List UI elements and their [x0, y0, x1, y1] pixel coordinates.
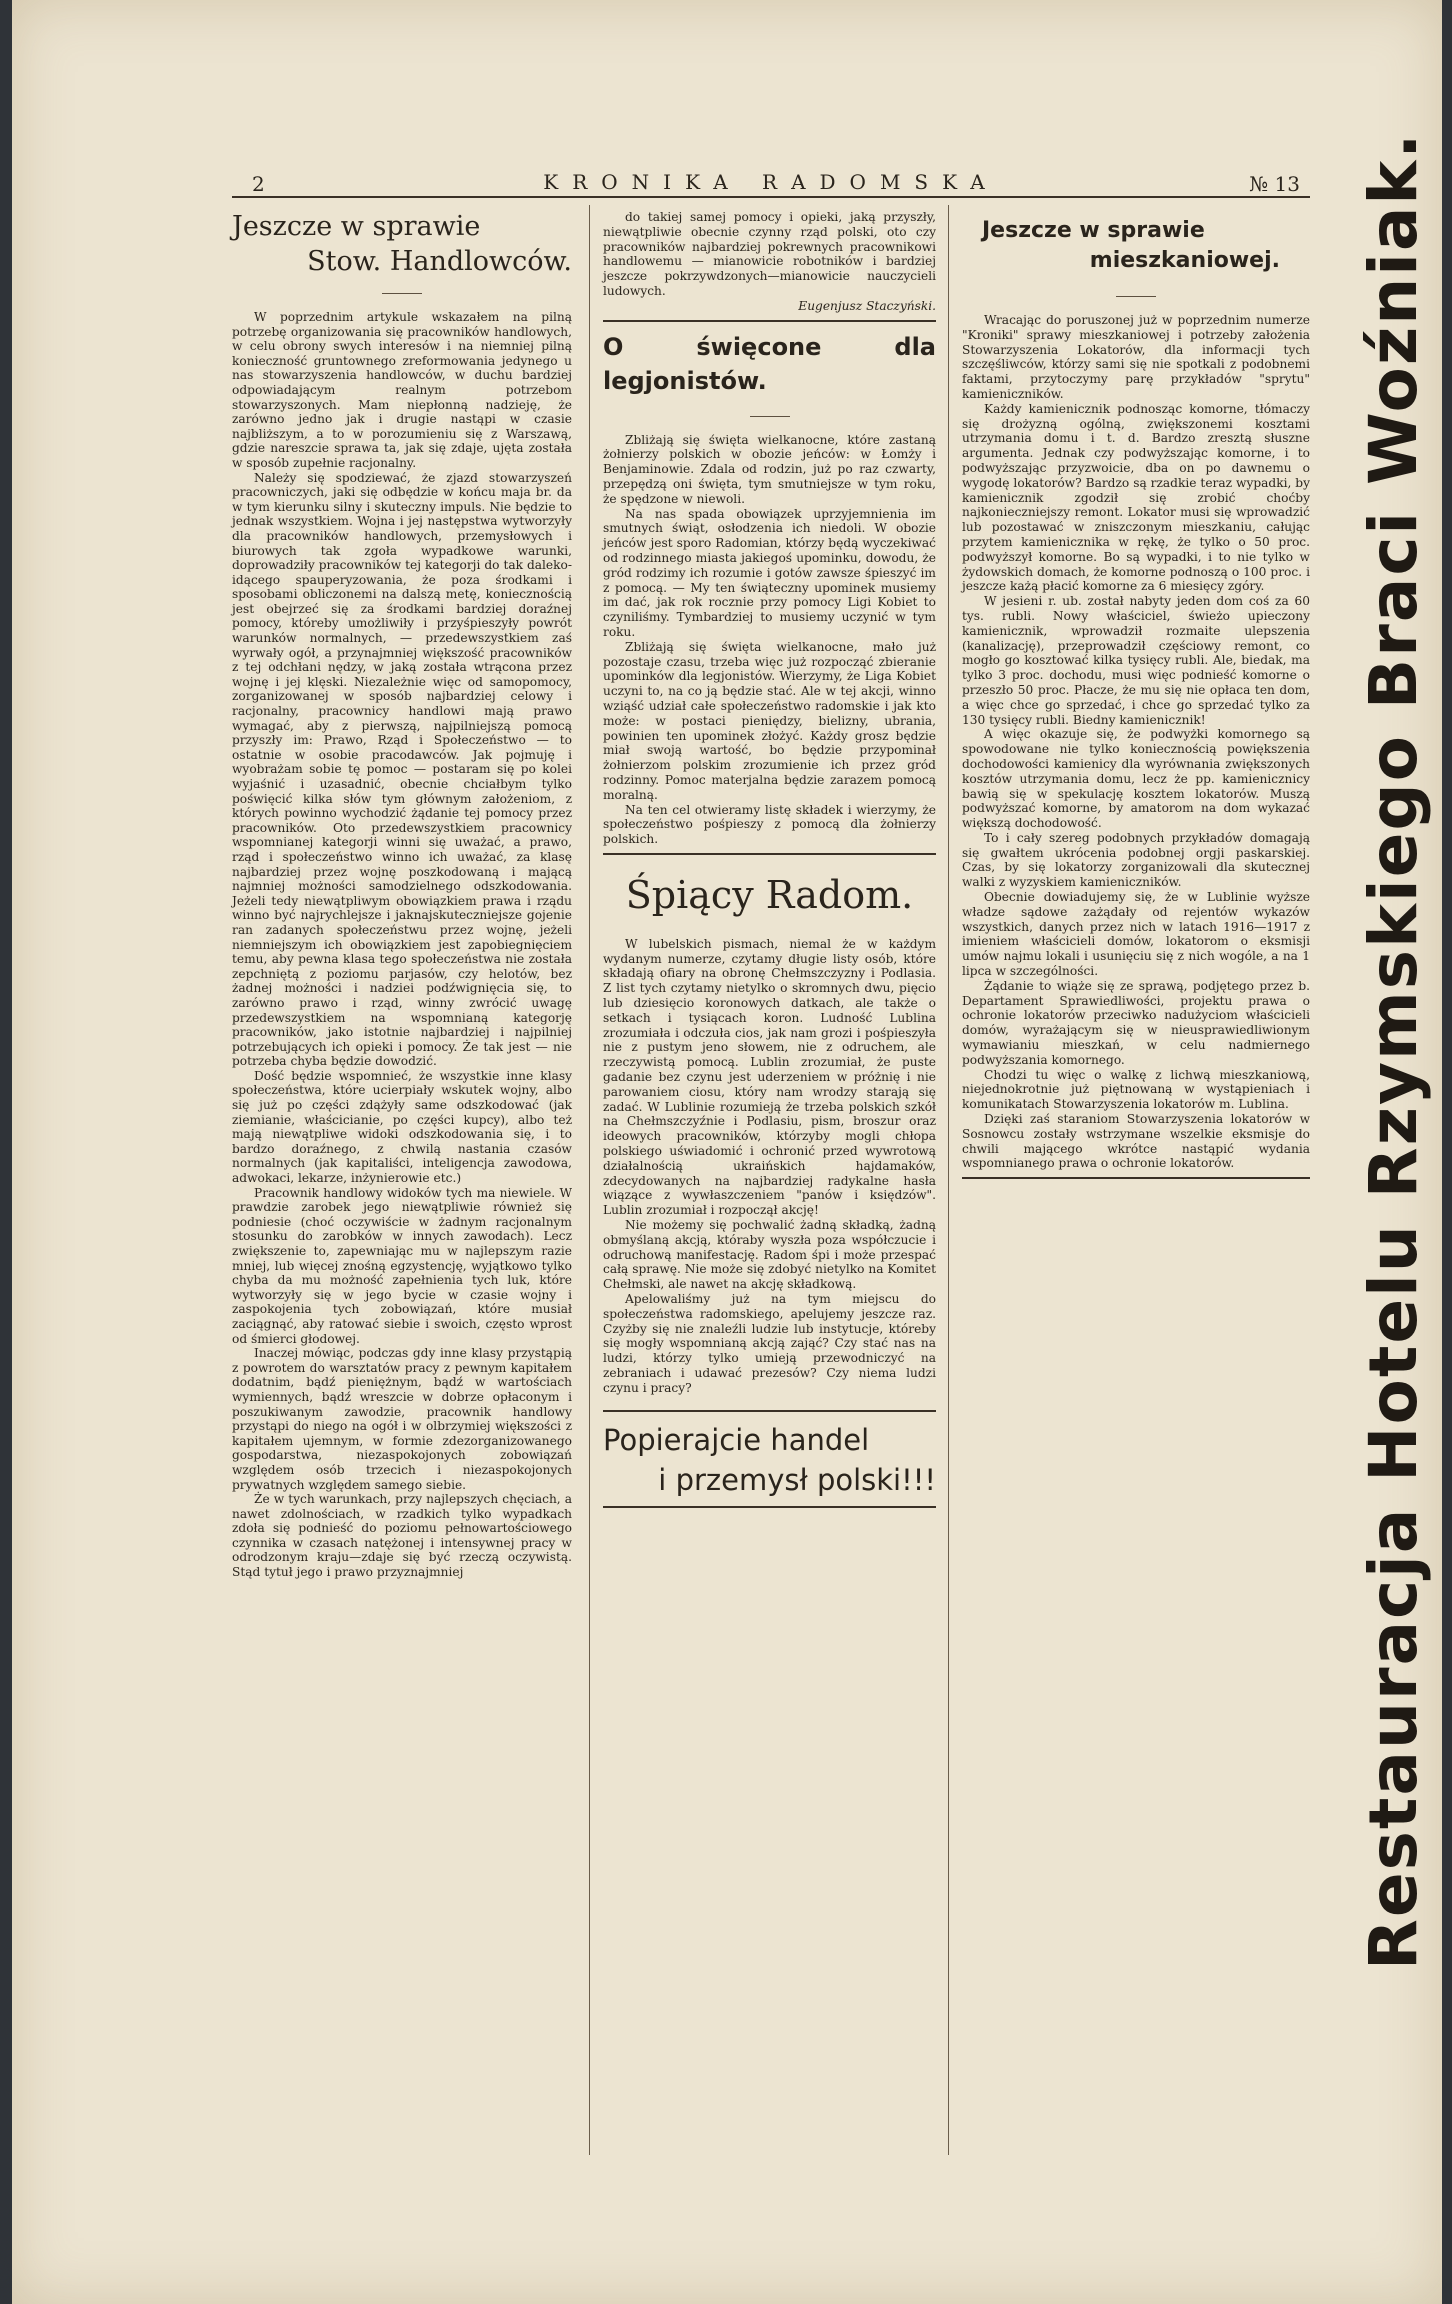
paragraph: W jesieni r. ub. został nabyty jeden dom coś za 60 tys. rubli. Nowy właściciel, świeżo upieczony kamienicznik, wprowadził rozmaite ulepszenia (kanalizację), przeprowadził częściowy remont, co mogło go kosztować kilka tysięcy rubli. Ale, biedak, ma tylko 3 proc. dochodu, musi więc podnieść komorne o przeszło 50 proc. Płacze, że mu się nie opłaca ten dom, a więc chce go sprzedać, i chce go sprzedać tylko za 130 tysięcy rubli. Biedny kamienicznik! [962, 594, 1310, 727]
column-divider [948, 205, 949, 2155]
paragraph: Każdy kamienicznik podnosząc komorne, tłómaczy się drożyzną ogólną, zwiększonemi kosztami utrzymania domu i t. d. Bardzo zresztą słuszne argumenta. Jednak czy podwyższając komorne, i to podwyższając przyzwoicie, dba on po dawnemu o wygodę lokatorów? Bardzo są rzadkie teraz wypadki, by kamienicznik zgodził się zrobić choćby najkonieczniejszy remont. Lokator musi się wprowadzić lub pozostawać w zniszczonym mieszkaniu, całując przytem kamienicznika w rękę, że tylko o 50 proc. podwyższył komorne. Bo są wypadki, i to nie tylko w żydowskich domach, że komorne podnoszą o 100 proc. i jeszcze każą płacić komorne za 6 miesięcy zgóry. [962, 401, 1310, 594]
author-signature: Eugenjusz Staczyński. [798, 298, 936, 313]
paragraph: W poprzednim artykule wskazałem na pilną potrzebę organizowania się pracowników handlowych, w celu obrony swych interesów i na niemniej pilną konieczność gruntownego zreformowania jedynego u nas stowarzyszenia handlowców, w duchu bardziej odpowiadającym realnym potrzebom stowarzyszonych. Mam niepłonną nadzieję, że zarówno jedno jak i drugie nastąpi w czasie najbliższym, a to w porozumieniu się z Warszawą, gdzie nareszcie sprawa ta, jak się zdaje, ujęta została w sposób zupełnie racjonalny. [232, 310, 572, 470]
divider [603, 853, 936, 855]
article-title: Śpiący Radom. [625, 872, 914, 917]
paragraph: Nie możemy się pochwalić żadną składką, żadną obmyślaną akcją, któraby wyszła poza współczucie i odruchową manifestację. Radom śpi i może przespać całą sprawę. Nie może się zdobyć nietylko na Komitet Chełmski, ale nawet na akcję składkową. [603, 1218, 936, 1292]
paragraph: Chodzi tu więc o walkę z lichwą mieszkaniową, niejednokrotnie już piętnowaną w wystąpieniach i komunikatach Stowarzyszenia lokatorów m. Lublina. [962, 1067, 1310, 1112]
paragraph: Dzięki zaś staraniom Stowarzyszenia lokatorów w Sosnowcu zostały wstrzymane wszelkie eksmisje do chwili mającego wkrótce nastąpić wydania wspomnianego prawa o ochronie lokatorów. [962, 1112, 1310, 1171]
advertisement-vertical: Restauracja Hotelu Rzymskiego Braci Woźniak. [1355, 131, 1432, 1970]
slogan: Popierajcie handel i przemysł polski!!! [603, 1422, 936, 1497]
article-title: Jeszcze w sprawie mieszkaniowej. [982, 218, 1280, 273]
divider [603, 1410, 936, 1412]
column-middle [603, 210, 936, 1516]
paragraph: Zbliżają się święta wielkanocne, które zastaną żołnierzy polskich w obozie jeńców: w Łomży i Benjaminowie. Zdala od rodzin, już po raz czwarty, przepędzą oni święta, tym smutniejsze w tym roku, że spędzone w niewoli. [603, 432, 936, 506]
divider [603, 320, 936, 322]
divider [603, 1506, 936, 1508]
column-divider [589, 205, 590, 2155]
paragraph: Wracając do poruszonej już w poprzednim numerze "Kroniki" sprawy mieszkaniowej i potrzeby założenia Stowarzyszenia Lokatorów, dla informacji tych szczęśliwców, którzy sami się nie spotkali z podobnemi faktami, przytoczymy parę przykładów "sprytu" kamieniczników. [962, 313, 1310, 401]
paragraph: Inaczej mówiąc, podczas gdy inne klasy przystąpią z powrotem do warsztatów pracy z pewnym kapitałem dodatnim, bądź pieniężnym, bądź w wartościach wymiennych, bądź wreszcie w dobrze opłaconym i poszukiwanym zawodzie, pracownik handlowy przystąpi do niego na ogół i w olbrzymiej większości z kapitałem ujemnym, w formie zdezorganizowanego gospodarstwa, niezaspokojonych zobowiązań względem osób trzecich i niezaspokojonych prywatnych względem samego siebie. [232, 1346, 572, 1492]
paragraph: Dość będzie wspomnieć, że wszystkie inne klasy społeczeństwa, które ucierpiały wskutek wojny, albo się już po części zdążyły same odszkodować (jak ziemianie, właścicianie, po części kupcy), albo też mają niewątpliwe widoki odszkodowania się, i to bardzo doraźnego, z chwilą nastania czasów normalnych (jak kapitaliści, inteligencja zawodowa, adwokaci, lekarze, inżynierowie etc.) [232, 1068, 572, 1186]
paragraph: Apelowaliśmy już na tym miejscu do społeczeństwa radomskiego, apelujemy jeszcze raz. Czyżby się nie znaleźli ludzie lub instytucje, któreby się mogły wspomnianą akcją zająć? Czy stać nas na ludzi, którzy tylko umieją przewodniczyć na zebraniach i udawać prezesów? Czy niema ludzi czynu i pracy? [603, 1292, 936, 1395]
paragraph: Na nas spada obowiązek uprzyjemnienia im smutnych świąt, osłodzenia ich niedoli. W obozie jeńców jest sporo Radomian, którzy będą wyczekiwać od rodzinnego miasta jakiegoś upominku, dowodu, że gród rodzimy ich rozumie i gotów zawsze śpieszyć im z pomocą. — My ten świąteczny upominek musiemy im dać, jak rok rocznie przy pomocy Ligi Kobiet to czyniliśmy. Tymbardziej to musiemy uczynić w tym roku. [603, 506, 936, 639]
issue-number: № 13 [1249, 172, 1300, 196]
article-mieszkaniowej [962, 210, 1310, 1187]
article-title: O święcone dla legjonistów. [603, 332, 936, 395]
paragraph: do takiej samej pomocy i opieki, jaką przyszły, niewątpliwie obecnie czynny rząd polski, oto czy pracowników najbardziej pokrewnych pracownikowi handlowemu — mianowicie robotników i bardziej jeszcze pokrzywdzonych—mianowicie nauczycieli ludowych. [603, 210, 936, 298]
divider [750, 416, 790, 417]
paragraph: Należy się spodziewać, że zjazd stowarzyszeń pracowniczych, jaki się odbędzie w końcu maja br. da w tym kierunku silny i skuteczny impuls. Nie będzie to jednak wszystkiem. Wojna i jej następstwa wytworzyły dla pracowników handlowych, przemysłowych i biurowych tak zgoła wypadkowe warunki, doprowadziły pracowników tej kategorji do tak daleko-idącego spauperyzowania, że poza środkami i sposobami obliczonemi na dalszą metę, koniecznością jest obejrzeć się za środkami bardziej doraźnej pomocy, któreby umożliwiły i przyśpieszyły powrót warunków normalnych, — przedewszystkiem zaś wyrwały ogół, a przynajmniej większość pracowników z tej odchłani nędzy, w jaką została wtrącona przez wojnę i jej klęski. Niezależnie więc od samopomocy, zorganizowanej w sposób najbardziej celowy i racjonalny, pracownicy handlowi mają prawo wymagać, aby z pierwszą, najpilniejszą pomocą przyszły im: Prawo, Rząd i Społeczeństwo — to ostatnie w osobie pracodawców. Jak pojmuję i wyobrażam sobie tę pomoc — postaram się po kolei wyjaśnić i uzasadnić, obecnie chciałbym tylko poświęcić kilka słów tym głównym założeniom, z których powinno wychodzić żądanie tej pomocy przez pracowników. Oto przedewszystkiem pracownicy wspomnianej kategorji winni się uważać, a prawo, rząd i społeczeństwo winno ich uważać, za klasę najbardziej przez wojnę poszkodowaną i mającą najmniej możności samodzielnego odszkodowania. Jeżeli tedy niewątpliwym obowiązkiem prawa i rządu winno być najrychlejsze i jaknajskuteczniejsze gojenie ran zadanych społeczeństwu przez wojnę, jeżeli niemniejszym ich obowiązkiem jest zapobiegnięciem temu, aby pewna klasa tego społeczeństwa nie została zepchniętą z poziomu parjasów, czy helotów, bez żadnej możności i nadziei podźwignięcia się, to zarówno prawo i rząd, winny zwrócić uwagę przedewszystkiem na wspomnianą kategorję pracowników, jako istotnie najbardziej i najpilniej potrzebujących ich opieki i pomocy. Że tak jest — nie potrzeba chyba będzie dowodzić. [232, 470, 572, 1069]
paragraph: Na ten cel otwieramy listę składek i wierzymy, że społeczeństwo pośpieszy z pomocą dla żołnierzy polskich. [603, 802, 936, 847]
paragraph: Obecnie dowiadujemy się, że w Lublinie wyższe władze sądowe zażądały od rejentów wykazów wszystkich, danych przez nich w latach 1916—1917 z imieniem właścicieli domów, lokatorom o eksmisji umów najmu lokali i usunięciu się z nich wogóle, a na 1 lipca w szczególności. [962, 890, 1310, 979]
article-handlowcow [232, 205, 572, 1580]
paragraph: Że w tych warunkach, przy najlepszych chęciach, a nawet zdolnościach, w rzadkich tylko wypadkach zdoła się podnieść do poziomu pełnowartościowego czynnika w czasach natężonej i intensywnej pracy w odrodzonym kraju—zdaje się być rzeczą oczywistą. Stąd tytuł jego i prawo przyznajmniej [232, 1492, 572, 1580]
paragraph: To i cały szereg podobnych przykładów domagają się gwałtem ukrócenia podobnej orgji paskarskiej. Czas, by się lokatorzy zorganizowali dla skutecznej walki z wyzyskiem kamieniczników. [962, 830, 1310, 890]
divider [1116, 296, 1156, 297]
paragraph: Żądanie to wiąże się ze sprawą, podjętego przez b. Departament Sprawiedliwości, projektu prawa o ochronie lokatorów przeciwko nadużyciom właścicieli domów, wyrażającym się w nieusprawiedliwionym wymawianiu mieszkań, w celu nadmiernego podwyższania komornego. [962, 978, 1310, 1067]
paragraph: Zbliżają się święta wielkanocne, mało już pozostaje czasu, trzeba więc już rozpocząć zbieranie upominków dla legjonistów. Wierzymy, że Liga Kobiet uczyni to, na co ją będzie stać. Ale w tej akcji, winno wziąść udział całe społeczeństwo radomskie i jak kto może: w postaci pieniędzy, bielizny, ubrania, powinien ten upominek złożyć. Każdy grosz będzie miał swoją wartość, bo będzie przypominał żołnierzom polskim zrozumienie ich przez gród rodzinny. Pomoc materjalna będzie zarazem pomocą moralną. [603, 639, 936, 802]
paragraph: W lubelskich pismach, niemal że w każdym wydanym numerze, czytamy długie listy osób, które składają ofiary na obronę Chełmszczyzny i Podlasia. Z list tych czytamy nietylko o skromnych dwu, pięcio lub dziesięcio koronowych datkach, ale także o setkach i tysiącach koron. Ludność Lublina zrozumiała i odczuła cios, jak nam grozi i pośpieszyła nie z pustym jeno słowem, nie z odruchem, ale rzeczywistą pomocą. Lublin zrozumiał, że puste gadanie bez czynu jest uderzeniem w próżnię i nie parowaniem ciosu, który nam wrodzy starają się zadać. W Lublinie rozumieją że trzeba polskich szkół na Chełmszczyźnie i Podlasiu, pism, broszur oraz ideowych pracowników, którzyby mogli chłopa polskiego uświadomić i ochronić przed wywrotową działalnością ukraińskich hajdamaków, zdecydowanych na najbardziej radykalne hasła wiązące z wywłaszczeniem "panów i księdzów". Lublin zrozumiał i rozpoczął akcję! [603, 936, 936, 1218]
paragraph: A więc okazuje się, że podwyżki komornego są spowodowane nie tylko koniecznością powiększenia dochodowości kamienicy dla wyrównania zwiększonych kosztów utrzymania domu, lecz że pp. kamienicznicy bawią się w spekulację kosztem lokatorów. Muszą podwyższać komorne, by amatorom na dom wykazać większą dochodowość. [962, 727, 1310, 831]
divider [962, 1177, 1310, 1179]
divider [382, 293, 422, 294]
masthead-title: KRONIKA RADOMSKA [543, 170, 999, 194]
page-header [232, 170, 1310, 198]
article-title: Jeszcze w sprawie Stow. Handlowców. [232, 211, 572, 277]
paragraph: Pracownik handlowy widoków tych ma niewiele. W prawdzie zarobek jego niewątpliwie również się podniesie (choć oczywiście w żadnym racjonalnym stosunku do zarobków w innych zawodach). Lecz zwiększenie to, zapewniając mu w najlepszym razie mniej, lub więcej znośną egzystencję, wyjątkowo tylko chyba da mu możność zapełnienia tych luk, które wytworzyły się w jego bycie w czasie wojny i zaspokojenia tych zobowiązań, które musiał zaciągnąć, aby ratować siebie i swoich, często wprost od śmierci głodowej. [232, 1185, 572, 1346]
page-number: 2 [252, 172, 265, 196]
header-rule [232, 196, 1310, 198]
